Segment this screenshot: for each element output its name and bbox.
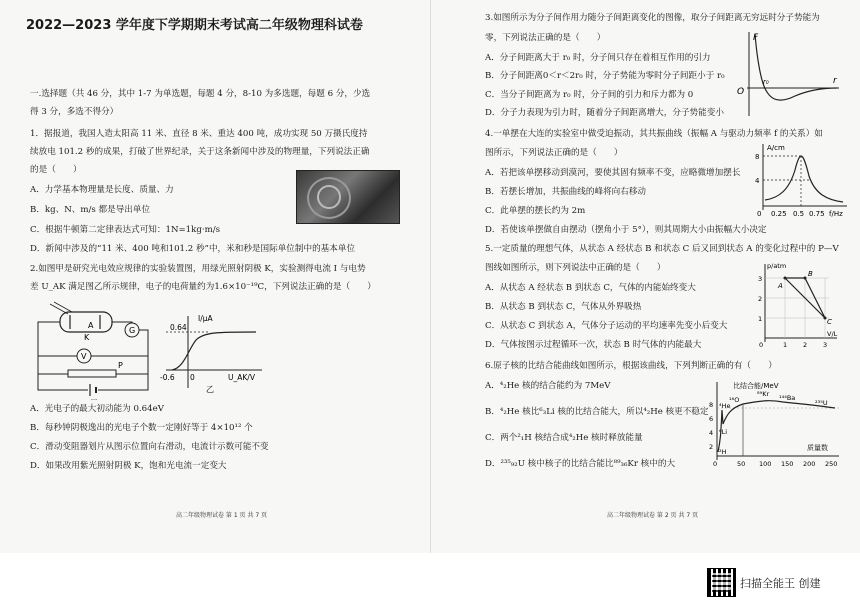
section-header: 一.选择题（共 46 分，其中 1-7 为单选题，每题 4 分，8-10 为多选题，每题 6 分，少选 — [30, 89, 371, 99]
resonance-curve-graph — [749, 140, 851, 220]
ba-label: ¹⁴⁴Ba — [779, 394, 796, 402]
voltage-value-label: -0.6 — [160, 373, 175, 382]
tick-x200: 200 — [803, 460, 816, 468]
binding-energy-curve — [703, 378, 843, 476]
q3-option-c: C．当分子间距离为 r₀ 时，分子间的引力和斥力都为 0 — [485, 90, 694, 100]
tick-x150: 150 — [781, 460, 794, 468]
he-label: ⁴He — [719, 402, 731, 410]
q6-option-a: A．⁴₂He 核的结合能约为 7MeV — [485, 381, 611, 391]
tick-v3: 3 — [823, 341, 828, 349]
tick-x50: 50 — [737, 460, 746, 468]
slider-label: P — [118, 361, 123, 370]
q6-line: 6.原子核的比结合能曲线如图所示，根据该曲线，下列判断正确的有（ ） — [485, 361, 777, 371]
pressure-axis-label: p/atm — [767, 262, 787, 270]
q3-option-d: D．分子力表现为引力时，随着分子间距离增大，分子势能变小 — [485, 108, 724, 118]
current-voltage-graph — [158, 312, 268, 394]
voltmeter-label: V — [81, 352, 87, 361]
state-b-label: B — [808, 270, 813, 278]
kr-label: ⁸⁹Kr — [757, 390, 770, 398]
exam-title: 2022—2023 学年度下学期期末考试高二年级物理科试卷 — [26, 18, 363, 33]
q5-option-b: B．从状态 B 到状态 C，气体从外界吸热 — [485, 302, 642, 312]
state-c-label: C — [827, 318, 832, 326]
distance-axis-label: r — [833, 76, 837, 86]
q2-option-c: C．滑动变阻器划片从图示位置向右滑动，电流计示数可能不变 — [30, 442, 269, 452]
anode-label: A — [88, 321, 94, 330]
q6-option-c: C．两个²₁H 核结合成⁴₂He 核时释放能量 — [485, 433, 643, 443]
tick-4: 4 — [755, 177, 760, 185]
frequency-axis-label: f/Hz — [829, 210, 843, 218]
tick-025: 0.25 — [771, 210, 787, 218]
tick-0: 0 — [757, 210, 762, 218]
q1-option-d: D．新闻中涉及的“11 米、400 吨和101.2 秒”中，米和秒是国际单位制中的基本单位 — [30, 244, 356, 254]
q2-line: 差 U_AK 满足图乙所示规律，电子的电荷量约为1.6×10⁻¹⁹C，下列说法正确的是（ ） — [30, 282, 376, 292]
q2-option-d: D．如果改用紫光照射阴极 K，饱和光电流一定变大 — [30, 461, 227, 471]
q3-line: 3.如图所示为分子间作用力随分子间距离变化的图像，取分子间距离无穷远时分子势能为 — [485, 13, 820, 23]
tokamak-photo — [296, 170, 400, 224]
amplitude-axis-label: A/cm — [767, 144, 785, 152]
q6-option-b: B．⁴₂He 核比⁶₃Li 核的比结合能大，所以⁴₂He 核更不稳定 — [485, 407, 709, 417]
tick-v1: 1 — [783, 341, 788, 349]
tick-8: 8 — [709, 401, 714, 409]
section-header-cont: 得 3 分，多选不得分） — [30, 107, 119, 117]
tick-x100: 100 — [759, 460, 772, 468]
state-a-label: A — [778, 282, 783, 290]
binding-energy-axis-label: 比结合能/MeV — [733, 382, 779, 390]
q5-line: 5.一定质量的理想气体，从状态 A 经状态 B 和状态 C 后又回到状态 A 的变化过程中的 P—V — [485, 244, 839, 254]
q3-line: 零，下列说法正确的是（ ） — [485, 33, 606, 43]
exam-page-right — [430, 0, 860, 553]
q4-line: 图所示，下列说法正确的是（ ） — [485, 148, 623, 158]
tick-v2: 2 — [803, 341, 808, 349]
q4-option-c: C．此单摆的摆长约为 2m — [485, 206, 586, 216]
origin-label: O — [737, 87, 745, 97]
q5-line: 图线如图所示，则下列说法中正确的是（ ） — [485, 263, 666, 273]
q2-line: 2.如图甲是研究光电效应规律的实验装置图，用绿光照射阴极 K，实验测得电流 I 与电势 — [30, 264, 366, 274]
current-value-label: 0.64 — [170, 323, 187, 332]
q1-option-c: C．根据牛顿第二定律表达式可知：1N=1kg·m/s — [30, 225, 221, 235]
volume-axis-label: V/L — [827, 330, 838, 338]
q5-option-c: C．从状态 C 到状态 A，气体分子运动的平均速率先变小后变大 — [485, 321, 728, 331]
q5-option-a: A．从状态 A 经状态 B 到状态 C，气体的内能始终变大 — [485, 283, 696, 293]
tick-4: 4 — [709, 429, 714, 437]
q1-line: 的是（ ） — [30, 165, 82, 175]
q6-option-d: D．²³⁵₉₂U 核中核子的比结合能比⁸⁹₃₆Kr 核中的大 — [485, 459, 676, 469]
current-axis-label: I/μA — [198, 314, 213, 323]
q2-option-a: A．光电子的最大初动能为 0.64eV — [30, 404, 164, 414]
photoelectric-circuit-diagram — [28, 300, 168, 400]
page-footer: 高二年级物理试卷 第 1 页 共 7 页 — [176, 512, 268, 519]
q5-option-d: D．气体按图示过程循环一次，状态 B 时气体的内能最大 — [485, 340, 702, 350]
q2-option-b: B．每秒钟阴极逸出的光电子个数一定刚好等于 4×10¹² 个 — [30, 423, 253, 433]
u-label: ²³⁵U — [815, 399, 828, 407]
voltage-axis-label: U_AK/V — [228, 373, 255, 382]
mass-number-axis-label: 质量数 — [807, 444, 828, 452]
cathode-label: K — [84, 333, 90, 342]
q1-line: 1．据报道，我国人造太阳高 11 米、直径 8 米、重达 400 吨，成功实现 50 万摄氏度持 — [30, 129, 368, 139]
tick-zero: 0 — [759, 341, 764, 349]
origin-label: 0 — [190, 373, 195, 382]
fig-yi-label: 乙 — [206, 385, 214, 394]
q1-line: 续放电 101.2 秒的成果，打破了世界纪录，关于这条新闻中涉及的物理量，下列说法正确 — [30, 147, 370, 157]
tick-p1: 1 — [758, 315, 763, 323]
q4-option-b: B．若摆长增加，共振曲线的峰将向右移动 — [485, 187, 647, 197]
tick-6: 6 — [709, 415, 714, 423]
page-footer: 高二年级物理试卷 第 2 页 共 7 页 — [607, 512, 699, 519]
tick-x250: 250 — [825, 460, 838, 468]
tick-2: 2 — [709, 443, 714, 451]
q4-option-d: D．若使该单摆做自由摆动（摆角小于 5°），则其周期大小由振幅大小决定 — [485, 225, 767, 235]
tick-x0: 0 — [713, 460, 718, 468]
q1-option-a: A．力学基本物理量是长度、质量、力 — [30, 185, 174, 195]
scan-watermark-text: 扫描全能王 创建 — [740, 577, 821, 590]
q4-option-a: A．若把该单摆移动到漠河，要使其固有频率不变，应略微增加摆长 — [485, 168, 741, 178]
tick-p2: 2 — [758, 295, 763, 303]
q3-option-b: B．分子间距离0＜r＜2r₀ 时，分子势能为零时分子间距小于 r₀ — [485, 71, 725, 81]
tick-p3: 3 — [758, 275, 763, 283]
galvanometer-label: G — [129, 326, 136, 335]
molecular-force-graph — [731, 28, 843, 120]
o-label: ¹⁶O — [729, 396, 740, 404]
tick-075: 0.75 — [809, 210, 825, 218]
exam-page-left — [0, 0, 430, 553]
pv-diagram — [749, 258, 841, 350]
r0-label: r₀ — [763, 78, 769, 86]
fig-jia-label — [90, 399, 98, 400]
q3-option-a: A．分子间距离大于 r₀ 时，分子间只存在着相互作用的引力 — [485, 53, 711, 63]
li-label: ⁶Li — [719, 428, 728, 436]
q4-line: 4.一单摆在大连的实验室中做受迫振动，其共振曲线（振幅 A 与驱动力频率 f 的关系）如 — [485, 129, 823, 139]
q1-option-b: B．kg、N、m/s 都是导出单位 — [30, 205, 151, 215]
qr-code-icon — [707, 568, 736, 597]
tick-05: 0.5 — [793, 210, 805, 218]
tick-8: 8 — [755, 153, 760, 161]
h-label: ²H — [719, 448, 727, 456]
force-axis-label: F — [753, 33, 759, 43]
